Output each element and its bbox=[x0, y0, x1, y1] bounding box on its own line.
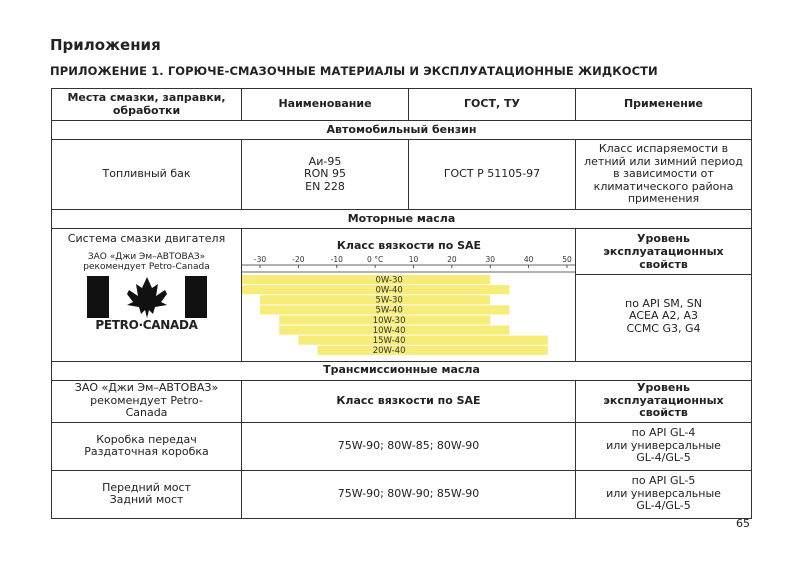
axle-place: Передний мост Задний мост bbox=[52, 470, 242, 518]
motor-level-1: по API SM, SN bbox=[625, 296, 702, 310]
section-gasoline: Автомобильный бензин bbox=[52, 121, 752, 140]
section-row-gasoline bbox=[52, 121, 752, 140]
gasoline-place: Топливный бак bbox=[52, 140, 242, 210]
gasoline-names bbox=[242, 140, 409, 210]
motor-levels-cell bbox=[576, 229, 752, 362]
gasoline-name-1: Аи-95 bbox=[308, 154, 342, 168]
transmission-header-row bbox=[52, 380, 752, 422]
motor-place: Система смазки двигателя bbox=[67, 232, 226, 245]
motor-place-cell bbox=[52, 229, 242, 362]
page-title: Приложения bbox=[50, 36, 161, 54]
gasoline-usage: Класс испаряемости в летний или зимний период в зависимости от климатического района применения bbox=[576, 140, 752, 210]
maple-leaf-icon bbox=[87, 276, 207, 318]
axle-viscosity: 75W-90; 80W-90; 85W-90 bbox=[242, 470, 576, 518]
viscosity-bar-label: 0W-40 bbox=[375, 285, 403, 296]
header-places: Места смазки, заправки, обработки bbox=[52, 89, 242, 121]
table-header-row bbox=[52, 89, 752, 121]
gearbox-viscosity: 75W-90; 80W-85; 80W-90 bbox=[242, 422, 576, 470]
viscosity-tick-label: 40 bbox=[523, 255, 534, 264]
section-motor-oils: Моторные масла bbox=[52, 210, 752, 229]
viscosity-tick-label: -30 bbox=[253, 255, 267, 264]
gasoline-row bbox=[52, 140, 752, 210]
motor-oils-row bbox=[52, 229, 752, 362]
transmission-level-header: Уровень эксплуатационных свойств bbox=[576, 380, 752, 422]
section-row-motor bbox=[52, 210, 752, 229]
section-row-transmission bbox=[52, 361, 752, 380]
viscosity-chart bbox=[242, 229, 576, 357]
fluids-table bbox=[51, 88, 752, 519]
motor-recommend: ЗАО «Джи Эм–АВТОВАЗ» рекомендует Petro-Canada bbox=[83, 251, 210, 272]
header-usage: Применение bbox=[576, 89, 752, 121]
viscosity-tick-label: 20 bbox=[447, 255, 457, 264]
viscosity-bar bbox=[242, 275, 490, 284]
transmission-viscosity-header: Класс вязкости по SAE bbox=[242, 380, 576, 422]
gearbox-level: по API GL-4 или универсальные GL-4/GL-5 bbox=[576, 422, 752, 470]
viscosity-tick-label: 0 °C bbox=[367, 255, 384, 264]
viscosity-tick-label: -20 bbox=[292, 255, 305, 264]
viscosity-bar-label: 10W-40 bbox=[372, 325, 406, 336]
transmission-row bbox=[52, 470, 752, 518]
appendix-heading: ПРИЛОЖЕНИЕ 1. ГОРЮЧЕ-СМАЗОЧНЫЕ МАТЕРИАЛЫ И ЭКСПЛУАТАЦИОННЫЕ ЖИДКОСТИ bbox=[50, 64, 658, 78]
header-name: Наименование bbox=[242, 89, 409, 121]
petro-canada-wordmark: PETRO·CANADA bbox=[95, 318, 198, 333]
page-number: 65 bbox=[736, 517, 750, 530]
viscosity-bar bbox=[298, 336, 547, 345]
viscosity-tick-label: 10 bbox=[408, 255, 419, 264]
viscosity-bar-label: 5W-30 bbox=[375, 295, 403, 306]
viscosity-bar-label: 10W-30 bbox=[372, 315, 406, 326]
motor-level-header: Уровень эксплуатационных свойств bbox=[576, 231, 751, 275]
section-transmission: Трансмиссионные масла bbox=[52, 361, 752, 380]
axle-level: по API GL-5 или универсальные GL-4/GL-5 bbox=[576, 470, 752, 518]
viscosity-bar-label: 15W-40 bbox=[372, 336, 406, 346]
viscosity-tick-label: 50 bbox=[562, 255, 572, 264]
gasoline-gost: ГОСТ Р 51105-97 bbox=[409, 140, 576, 210]
viscosity-tick-label: 30 bbox=[485, 255, 496, 264]
viscosity-chart-cell bbox=[242, 229, 576, 362]
transmission-row bbox=[52, 422, 752, 470]
viscosity-bar-label: 0W-30 bbox=[375, 275, 403, 286]
viscosity-bar-label: 5W-40 bbox=[375, 305, 403, 316]
viscosity-bar bbox=[318, 346, 548, 355]
motor-level-3: CCMC G3, G4 bbox=[626, 322, 701, 336]
viscosity-tick-label: -10 bbox=[330, 255, 343, 264]
gasoline-name-2: RON 95 bbox=[303, 167, 347, 181]
gasoline-name-3: EN 228 bbox=[305, 179, 345, 193]
viscosity-chart-title: Класс вязкости по SAE bbox=[336, 239, 482, 252]
transmission-recommend: ЗАО «Джи Эм–АВТОВАЗ» рекомендует Petro-Canada bbox=[52, 380, 242, 422]
viscosity-bar-label: 20W-40 bbox=[372, 346, 406, 357]
gearbox-place: Коробка передач Раздаточная коробка bbox=[52, 422, 242, 470]
motor-level-2: ACEA A2, A3 bbox=[628, 309, 699, 323]
header-gost: ГОСТ, ТУ bbox=[409, 89, 576, 121]
petro-canada-logo bbox=[56, 276, 237, 333]
